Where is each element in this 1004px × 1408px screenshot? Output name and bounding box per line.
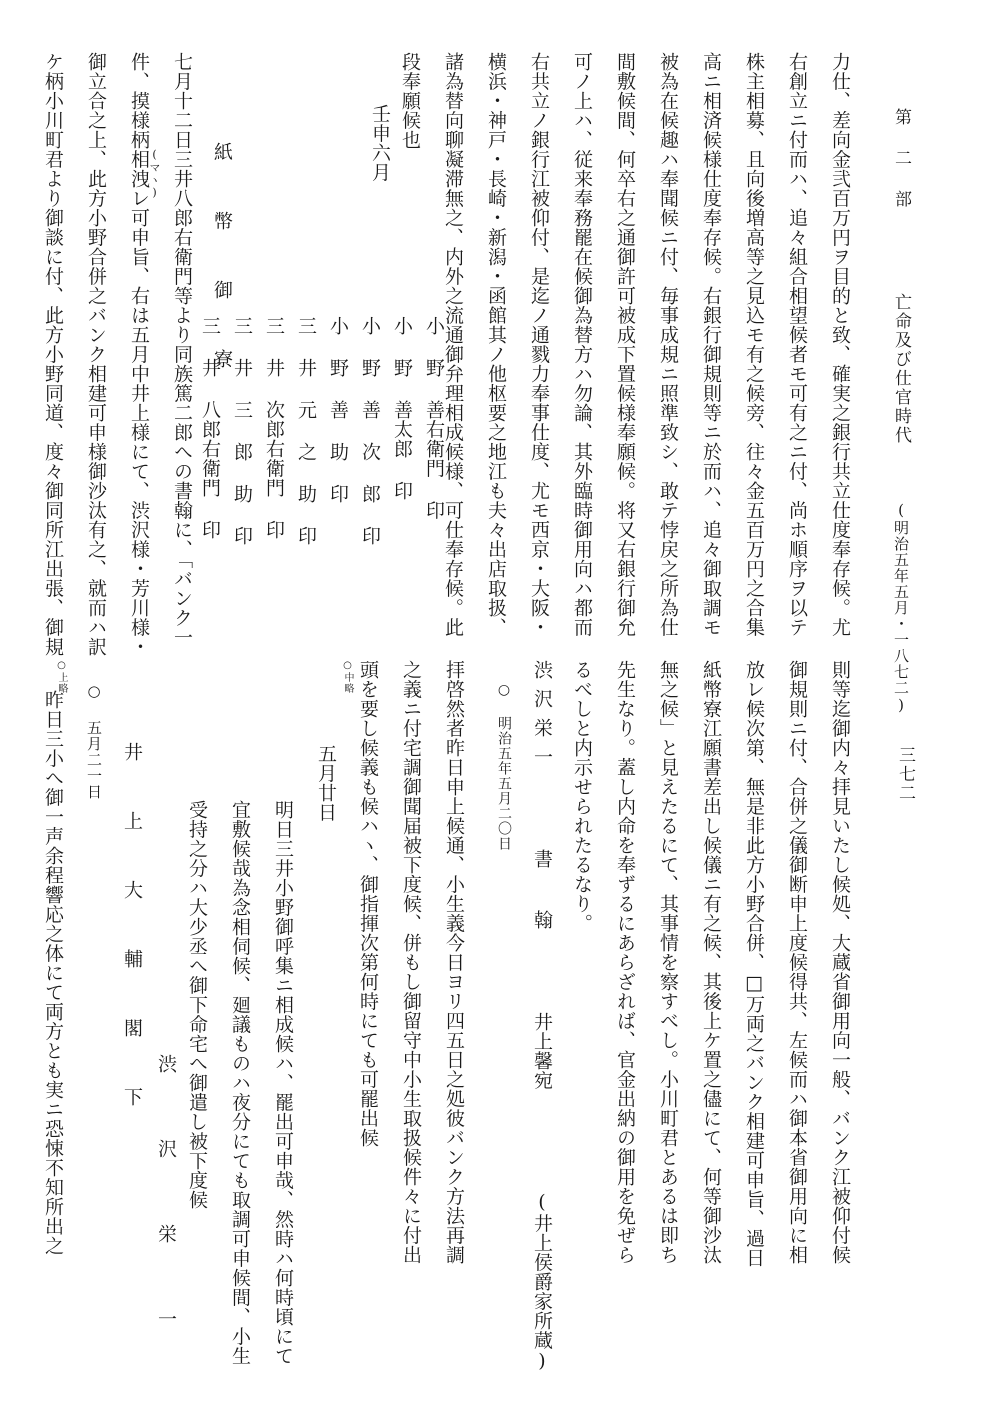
signer-name: 小 野 善太郎 印 (391, 316, 413, 501)
letter-date-2: 五月廿日 (315, 744, 337, 822)
text-column: 無之候」と見えたるにて、其事情を察すべし。小川町君とあるは即ち (657, 660, 679, 1265)
text-column: 株主相募、且向後増高等之見込モ有之候旁、往々金五百万円之合集 (743, 52, 765, 637)
text-column: 受持之分ハ大少丞へ御下命宅へ御遣し被下度候 (186, 800, 208, 1210)
text-column: 明日三井小野御呼集ニ相成候ハ、罷出可申哉、然時ハ何時頃にて (272, 800, 294, 1366)
letter-date: ○ 明治五年五月二〇日 (496, 682, 512, 851)
letter-addressee: 井 上 大 輔 閣 下 (121, 742, 143, 1120)
text-column: 段奉願候也 (399, 52, 421, 150)
text-column: 放レ候次第、無是非此方小野合併、□万両之バンク相建可申旨、過日 (743, 660, 765, 1268)
signer-name: 小 野 善 次 郎 印 (359, 316, 381, 546)
text-column: 御規則ニ付、合併之儀御断申上度候得共、左候而ハ御本省御用向に相 (786, 660, 808, 1265)
signer-name: 三 井 元 之 助 印 (295, 316, 317, 546)
text-column: 間敷候間、何卒右之通御許可被成下置候様奉願候。将又右銀行御允 (614, 52, 636, 637)
letter-kind: 書 翰 (531, 849, 553, 939)
text-column: 之義ニ付宅調御聞届被下度候、併もし御留守中小生取扱候件々に付出 (400, 660, 422, 1265)
era-label: (明治五年五月・一八七二) (892, 501, 910, 715)
letter-date-3: ○ 五月二一日 (85, 682, 103, 800)
text-column: 宜敷候哉為念相伺候、廻議ものハ夜分にても取調可申候間、小生 (229, 800, 251, 1366)
chapter-title: 亡命及び仕官時代 (891, 293, 911, 445)
text-column: 拝啓然者昨日申上候通、小生義今日ヨリ四五日之処彼バンク方法再調 (443, 660, 465, 1265)
text-column: るべしと内示せられたるなり。 (571, 660, 593, 933)
text-column: ケ柄小川町君より御談に付、此方小野同道、度々御同所江出張、御規 (42, 52, 64, 657)
signer-name: 小 野 善右衛門 印 (423, 316, 445, 520)
text-column: 則等迄御内々拝見いたし候処、大蔵省御用向一般、バンク江被仰付候 (829, 660, 851, 1265)
text-column: 七月十二日三井八郎右衛門等より同族篤二郎への書翰に、「バンク一 (171, 52, 193, 647)
text-column: 横浜・神戸・長崎・新潟・函館其ノ他枢要之地江も夫々出店取扱、 (485, 52, 507, 637)
text-column: 力仕、差向金弐百万円ヲ目的と致、確実之銀行共立仕度奉存候。尤 (829, 52, 851, 637)
text-column: 件、摸様柄相洩レ可申旨、右は五月中井上様にて、渋沢様・芳川様・ (128, 52, 150, 657)
text-column: 諸為替向聊凝滞無之、内外之流通御弁理相成候様、可仕奉存候。此 (442, 52, 464, 637)
letter-recipient: 井上馨宛 (531, 1012, 553, 1090)
text-column: 可ノ上ハ、従来奉務罷在候御為替方ハ勿論、其外臨時御用向ハ都而 (571, 52, 593, 637)
text-column: 右創立ニ付而ハ、追々組合相望候者モ可有之ニ付、尚ホ順序ヲ以テ (786, 52, 808, 637)
letter-signature: 渋 沢 栄 一 (155, 1054, 177, 1350)
text-column: 紙幣寮江願書差出し候儀ニ有之候、其後上ケ置之儘にて、何等御沙汰 (700, 660, 722, 1265)
document-date: 壬申六月 (369, 104, 391, 182)
running-header (889, 108, 914, 715)
text-column: 被為在候趣ハ奉聞候ニ付、毎事成規ニ照準致シ、敢テ悖戻之所為仕 (657, 52, 679, 637)
text-column: 高ニ相済候様仕度奉存候。右銀行御規則等ニ於而ハ、追々御取調モ (700, 52, 722, 637)
signer-name: 小 野 善 助 印 (327, 316, 349, 504)
part-label: 第 二 部 (891, 108, 911, 209)
letter-source: (井上侯爵家所蔵) (531, 1191, 553, 1373)
addressee: 紙 幣 御 寮 (211, 142, 233, 382)
text-column: 右共立ノ銀行江被仰付、是迄ノ通戮力奉事仕度、尤モ西京・大阪・ (528, 52, 550, 637)
ruby-note: (マヽ) (148, 148, 161, 200)
letter-author: 渋沢栄一 (531, 660, 553, 776)
omission-mark: ○上略 (56, 660, 67, 694)
text-column: 昨日三小へ御一声余程響応之体にて両方とも実ニ恐悚不知所出之 (42, 690, 64, 1256)
signer-name: 三 井 三 郎 助 印 (231, 316, 253, 546)
page-number: 三七二 (895, 746, 915, 803)
signer-name: 三 井 八郎右衛門 印 (199, 316, 221, 540)
text-column: 頭を要し候義も候ハヽ、御指揮次第何時にても可罷出候 (357, 660, 379, 1148)
text-column: 先生なり。蓋し内命を奉ずるにあらざれば、官金出納の御用を免ぜら (614, 660, 636, 1265)
omission-mark: ○中略 (342, 660, 353, 694)
signer-name: 三 井 次郎右衛門 印 (263, 316, 285, 540)
letter-title (520, 660, 564, 1373)
text-column: 御立合之上、此方小野合併之バンク相建可申様御沙汰有之、就而ハ訳 (85, 52, 107, 657)
